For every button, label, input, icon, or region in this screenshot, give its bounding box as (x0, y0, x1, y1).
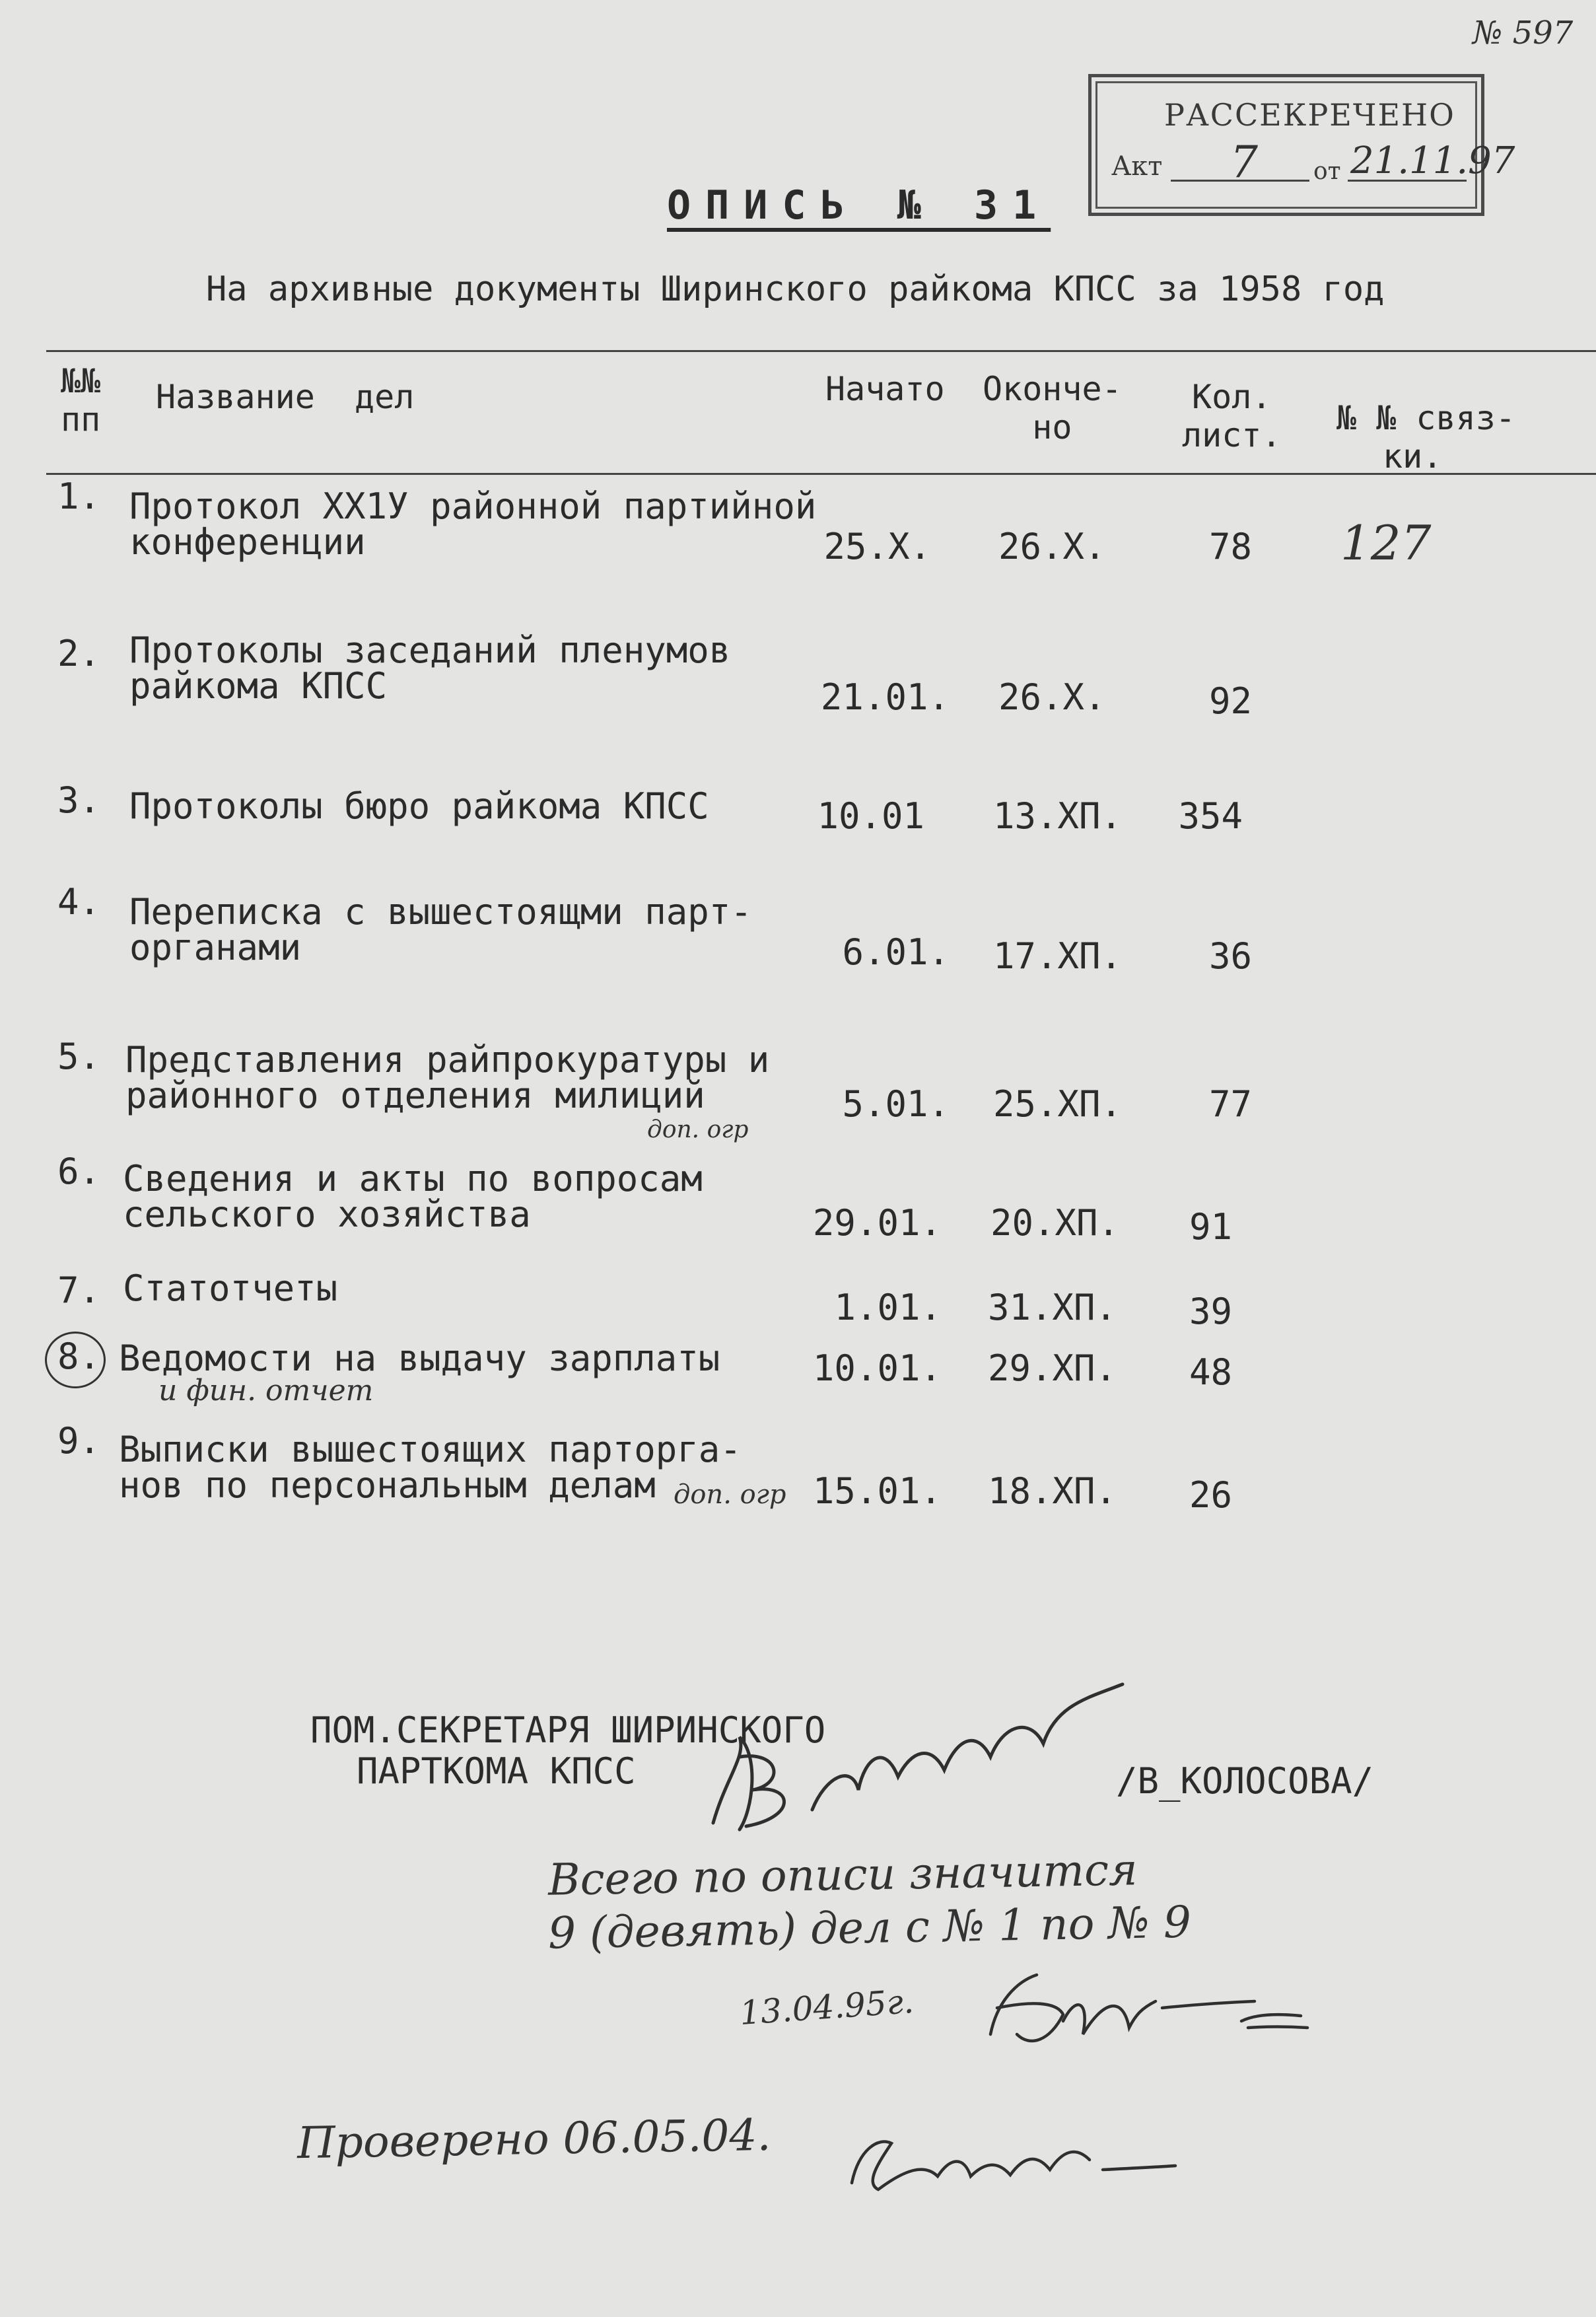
row-3-start: 10.01 (817, 795, 924, 837)
row-7-end: 31.ХП. (988, 1287, 1117, 1328)
stamp-akt-value: 7 (1230, 137, 1258, 188)
row-2-title (129, 629, 731, 707)
stamp-ot-label: от (1313, 158, 1341, 185)
stamp-ot-value: 21.11.97 (1350, 139, 1515, 182)
row-4-title-line2: органами (129, 927, 302, 968)
row-2-end: 26.Х. (998, 676, 1106, 718)
signature-kolosova (700, 1678, 1136, 1843)
row-8-num: 8. (57, 1336, 100, 1377)
row-4-num: 4. (57, 881, 100, 923)
row-6-num: 6. (57, 1151, 100, 1192)
row-5-sheets: 77 (1208, 1083, 1252, 1125)
row-3-num: 3. (57, 779, 100, 821)
row-2-start: 21.01. (820, 676, 950, 718)
row-8-sheets: 48 (1189, 1351, 1232, 1393)
row-9-sheets: 26 (1189, 1474, 1232, 1516)
row-1-sheets: 78 (1208, 526, 1252, 567)
row-9-title-line2: нов по персональным делам (119, 1464, 656, 1506)
header-num-line1: №№ (61, 362, 101, 400)
header-end (983, 370, 1122, 446)
row-3-title-line1: Протоколы бюро райкома КПСС (129, 785, 709, 827)
header-bundle-line1: № № связ- (1336, 399, 1515, 437)
handwritten-checked-note: Проверено 06.05.04. (296, 2109, 772, 2169)
row-7-title-line1: Статотчеты (123, 1267, 338, 1309)
row-4-title (129, 891, 752, 968)
handwritten-total-line2: 9 (девять) дел с № 1 по № 9 (547, 1896, 1192, 1959)
row-5-title (125, 1039, 770, 1116)
header-name: Название дел (156, 378, 415, 416)
row-6-start: 29.01. (812, 1202, 942, 1244)
row-4-sheets: 36 (1208, 935, 1252, 977)
row-9-note: доп. огр (674, 1479, 786, 1510)
row-1-bundle: 127 (1340, 515, 1432, 571)
row-2-title-line2: райкома КПСС (129, 665, 388, 707)
row-7-num: 7. (57, 1269, 100, 1311)
row-5-title-line1: Представления райпрокуратуры и (125, 1039, 770, 1081)
page-number: № 597 (1473, 15, 1574, 52)
header-bundle-line2: ки. (1383, 437, 1443, 476)
handwritten-date: 13.04.95г. (738, 1981, 915, 2033)
row-7-title (123, 1267, 338, 1309)
header-end-line2: но (1032, 408, 1072, 446)
row-5-note: доп. огр (647, 1116, 749, 1143)
row-4-end: 17.ХП. (993, 935, 1123, 977)
row-4-start: 6.01. (842, 931, 950, 973)
stamp-title: РАССЕКРЕЧЕНО (1164, 97, 1455, 133)
header-sheets-line2: лист. (1182, 416, 1282, 454)
row-1-title-line2: конференции (129, 521, 366, 563)
row-9-title-line1: Выписки вышестоящих парторга- (119, 1429, 742, 1470)
row-9-num: 9. (57, 1420, 100, 1462)
row-3-end: 13.ХП. (993, 795, 1123, 837)
row-1-num: 1. (57, 476, 100, 517)
signatory-name: /В_КОЛОСОВА/ (1116, 1760, 1374, 1802)
header-sheets (1182, 378, 1282, 454)
row-1-end: 26.Х. (998, 526, 1106, 567)
declassified-stamp (1088, 74, 1515, 216)
header-end-line1: Оконче- (983, 370, 1122, 408)
handwritten-total-line1: Всего по описи значится (547, 1844, 1138, 1906)
row-8-title (119, 1337, 720, 1379)
stamp-akt-label: Акт (1111, 151, 1163, 182)
header-sheets-line1: Кол. (1192, 378, 1272, 416)
signature-archivist (977, 1962, 1321, 2061)
row-3-title (129, 785, 709, 827)
row-1-title-line1: Протокол ХХ1У районной партийной (129, 485, 817, 527)
document-title: ОПИСЬ № 31 (667, 182, 1051, 229)
row-8-start: 10.01. (812, 1347, 942, 1389)
row-8-end: 29.ХП. (988, 1347, 1117, 1389)
row-9-end: 18.ХП. (988, 1470, 1117, 1512)
header-num-line2: пп (61, 400, 101, 439)
row-7-start: 1.01. (834, 1287, 942, 1328)
row-7-sheets: 39 (1189, 1291, 1232, 1332)
row-9-start: 15.01. (812, 1470, 942, 1512)
row-6-title (123, 1158, 703, 1235)
header-num (61, 362, 100, 439)
row-5-title-line2: районного отделения милиций (125, 1075, 705, 1116)
row-3-sheets: 354 (1178, 795, 1243, 837)
row-6-title-line2: сельского хозяйства (123, 1194, 531, 1235)
row-2-num: 2. (57, 633, 100, 674)
row-5-start: 5.01. (842, 1083, 950, 1125)
row-8-title-line1: Ведомости на выдачу зарплаты (119, 1337, 720, 1379)
row-5-num: 5. (57, 1036, 100, 1077)
row-2-title-line1: Протоколы заседаний пленумов (129, 629, 731, 671)
row-4-title-line1: Переписка с вышестоящми парт- (129, 891, 752, 933)
header-start: Начато (825, 370, 945, 408)
row-8-note: и фин. отчет (158, 1374, 374, 1408)
row-6-sheets: 91 (1189, 1206, 1232, 1248)
document-subtitle: На архивные документы Ширинского райкома КПСС за 1958 год (206, 269, 1385, 309)
signatory-position-line2: ПАРТКОМА КПСС (357, 1750, 636, 1792)
row-1-title (129, 485, 817, 563)
row-1-start: 25.Х. (823, 526, 931, 567)
row-5-end: 25.ХП. (993, 1083, 1123, 1125)
row-2-sheets: 92 (1208, 680, 1252, 722)
row-6-title-line1: Сведения и акты по вопросам (123, 1158, 703, 1199)
signatory-position-line1: ПОМ.СЕКРЕТАРЯ ШИРИНСКОГО (310, 1709, 826, 1751)
row-6-end: 20.ХП. (990, 1202, 1120, 1244)
header-bundle (1336, 399, 1515, 476)
table-top-rule (46, 350, 1596, 352)
signature-checker (839, 2123, 1182, 2203)
